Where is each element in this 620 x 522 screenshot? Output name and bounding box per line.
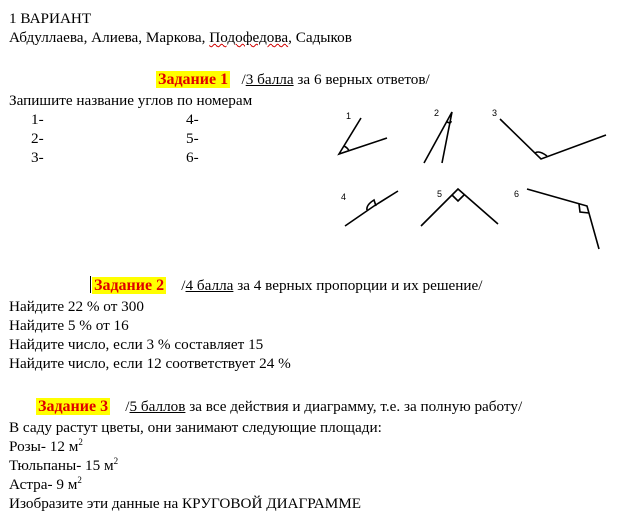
angle-figure-5 (421, 189, 498, 226)
angle-5-right-mark (452, 195, 464, 201)
task2-heading (90, 276, 483, 295)
task3-intro: В саду растут цветы, они занимают следующие площади: (9, 419, 382, 436)
task3-title: Задание 3 (38, 398, 109, 415)
angle-label-6: 6 (514, 189, 520, 199)
flower-aster-text: Астра- 9 м (9, 476, 78, 493)
flower-tulips-text: Тюльпаны- 15 м (9, 457, 114, 474)
angle-figure-4 (341, 191, 398, 226)
unit-exponent: 2 (78, 436, 83, 447)
answer-slot-2: 2- (31, 130, 44, 147)
task3-instruction: Изобразите эти данные на КРУГОВОЙ ДИАГРАММЕ (9, 495, 362, 512)
unit-exponent: 2 (77, 474, 82, 485)
name-separator: , (288, 29, 296, 46)
name-separator: , (83, 29, 92, 46)
angle-label-1: 1 (346, 111, 352, 121)
text-cursor (90, 276, 91, 293)
angle-1-arc (344, 146, 349, 151)
angle-label-2: 2 (434, 108, 440, 118)
task1-score-prefix: / (241, 71, 246, 88)
angle-figure-3 (492, 108, 606, 159)
task1-title: Задание 1 (158, 71, 229, 88)
angle-figure-6 (514, 189, 599, 249)
answer-slot-5: 5- (186, 130, 199, 147)
task1-score-rest: за 6 верных ответов/ (293, 71, 430, 88)
angle-label-5: 5 (437, 189, 443, 199)
task2-title: Задание 2 (94, 277, 165, 294)
student-name: Абдуллаева (9, 29, 84, 46)
task3-score-rest: за все действия и диаграмму, т.е. за полную работу/ (185, 398, 523, 415)
student-name: Маркова (145, 29, 202, 46)
task3-score-prefix: / (125, 398, 130, 415)
angle-2-rays (424, 112, 452, 163)
student-name: Алиева (91, 29, 139, 46)
angle-label-3: 3 (492, 108, 498, 118)
flower-roses (9, 437, 83, 456)
angle-figure-1 (339, 111, 387, 154)
variant-title: 1 ВАРИАНТ (9, 10, 92, 27)
flower-tulips (9, 456, 118, 475)
task3-score-points: 5 баллов (129, 398, 186, 415)
task1-score-points: 3 балла (245, 71, 294, 88)
task2-line-2: Найдите 5 % от 16 (9, 317, 129, 334)
angle-figure-2 (424, 108, 452, 163)
angle-4-rays (345, 191, 398, 226)
task3-heading (36, 397, 522, 416)
answer-slot-4: 4- (186, 111, 199, 128)
task2-line-1: Найдите 22 % от 300 (9, 298, 144, 315)
task2-line-4: Найдите число, если 12 соответствует 24 % (9, 355, 291, 372)
task2-line-3: Найдите число, если 3 % составляет 15 (9, 336, 264, 353)
name-separator: , (138, 29, 146, 46)
unit-exponent: 2 (113, 455, 119, 466)
flower-aster (9, 475, 82, 494)
student-name: Садыков (295, 29, 352, 46)
task1-prompt: Запишите название углов по номерам (9, 92, 253, 109)
flower-roses-text: Розы- 12 м (9, 438, 79, 455)
angle-3-rays (500, 119, 606, 159)
answer-slot-1: 1- (31, 111, 44, 128)
angle-1-rays (339, 118, 387, 154)
task2-score-prefix: / (181, 277, 186, 294)
angle-6-rays (527, 189, 599, 249)
name-separator: , (201, 29, 210, 46)
angle-5-rays (421, 189, 498, 226)
angle-label-4: 4 (341, 192, 347, 202)
task2-score-points: 4 балла (185, 277, 234, 294)
task2-score-rest: за 4 верных пропорции и их решение/ (233, 277, 483, 294)
student-name-misspelled: Подофедова (209, 29, 289, 46)
answer-slot-6: 6- (186, 149, 199, 166)
answer-slot-3: 3- (31, 149, 44, 166)
